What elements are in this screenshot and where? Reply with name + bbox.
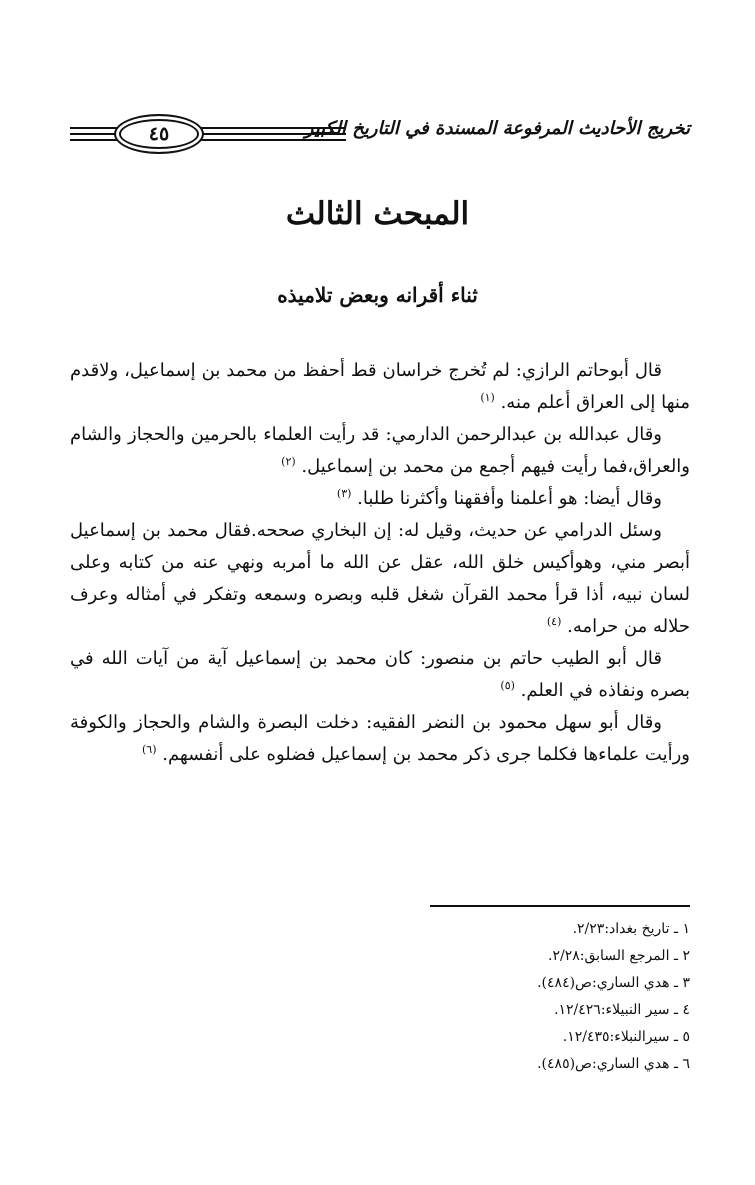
book-title: تخريج الأحاديث المرفوعة المسندة في التاريخ الكبير [304,118,690,139]
body-text [70,355,690,771]
footnote-item: ٦ ـ هدي الساري:ص(٤٨٥). [537,1056,690,1072]
footnote-ref[interactable]: (٦) [141,743,157,756]
paragraph: وقال أبو سهل محمود بن النضر الفقيه: دخلت البصرة والشام والحجاز والكوفة ورأيت علماءها فكلما جرى ذكر محمد بن إسماعيل فضلوه على أنفسهم. $^{(٦)}$ [70,712,690,765]
header-rule [190,139,346,141]
paragraph: وسئل الدرامي عن حديث، وقيل له: إن البخاري صححه.فقال محمد بن إسماعيل أبصر مني، وهوأكيس خلق الله، عقل عن الله ما أمربه ونهي عنه من كتابه وعلى لسان نبيه، أذا قرأ محمد القرآن شغل قلبه وبصره وسمعه وتفكر في أمثاله وعرف حلاله من حرامه. $^{(٤)}$ [70,520,690,637]
footnote-separator [430,905,690,907]
footnote-ref[interactable]: (٢) [281,455,296,468]
page-number: ٤٥ [114,114,204,154]
chapter-title: المبحث الثالث [285,196,470,232]
section-title: ثناء أقرانه وبعض تلاميذه [277,283,478,307]
paragraph: قال أبو الطيب حاتم بن منصور: كان محمد بن إسماعيل آية من آيات الله في بصره ونفاذه في العلم. $^{(٥)}$ [70,648,690,701]
footnote-item: ٤ ـ سير النبيلاء:١٢/٤٢٦. [554,1002,690,1018]
footnote-ref[interactable]: (٤) [546,615,562,628]
header-rule [70,133,120,135]
paragraph: وقال عبدالله بن عبدالرحمن الدارمي: قد رأيت العلماء بالحرمين والحجاز والشام والعراق،فما رأيت فيهم أجمع من محمد بن إسماعيل. $^{(٢)}$ [70,424,690,477]
footnotes [70,916,690,1078]
header-rule [70,139,120,141]
footnote-item: ٣ ـ هدي الساري:ص(٤٨٤). [537,975,690,991]
footnote-item: ٢ ـ المرجع السابق:٢/٢٨. [548,948,690,964]
header-rule [70,127,120,129]
footnote-ref[interactable]: (٣) [336,487,352,500]
footnote-item: ١ ـ تاريخ بغداد:٢/٢٣. [572,921,690,937]
running-header [70,112,690,156]
paragraph: قال أبوحاتم الرازي: لم تُخرج خراسان قط أحفظ من محمد بن إسماعيل، ولاقدم منها إلى العراق أعلم منه. $^{(١)}$ [70,360,690,413]
footnote-ref[interactable]: (١) [480,391,495,404]
paragraph: وقال أيضا: هو أعلمنا وأفقهنا وأكثرنا طلبا. $^{(٣)}$ [336,487,662,509]
footnote-item: ٥ ـ سيرالنبلاء:١٢/٤٣٥. [562,1029,690,1045]
footnote-ref[interactable]: (٥) [500,679,515,692]
